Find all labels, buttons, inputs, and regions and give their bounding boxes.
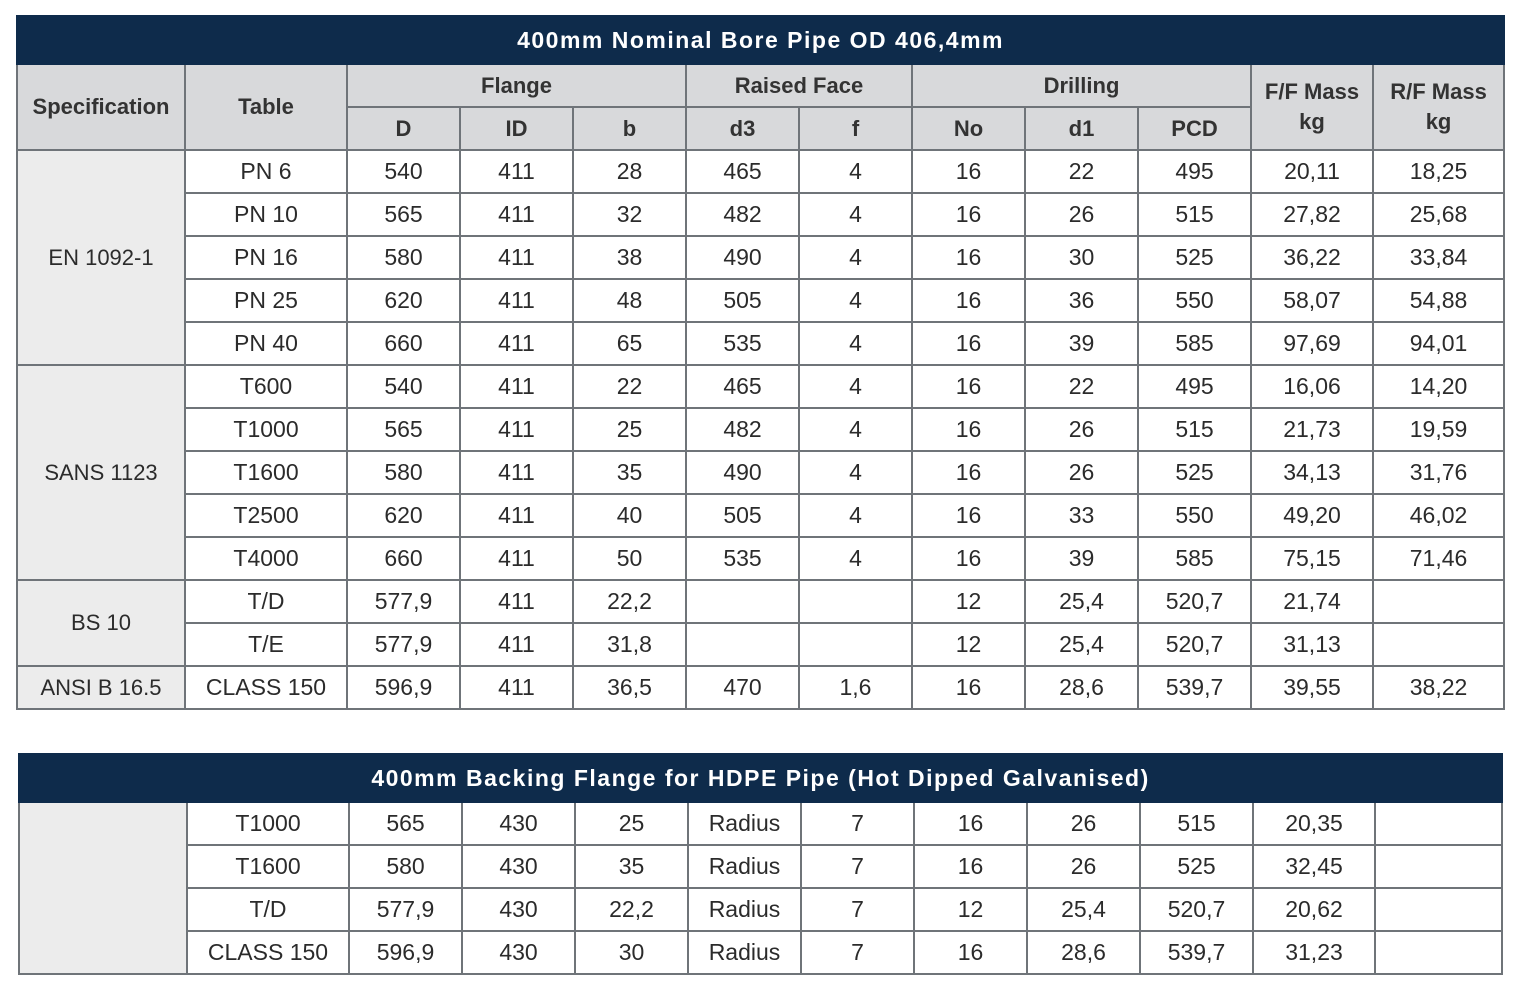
- value-cell: 75,15: [1251, 537, 1373, 580]
- value-cell: 22: [1025, 365, 1138, 408]
- value-cell: 580: [347, 451, 460, 494]
- table-class-cell: T1600: [187, 845, 349, 888]
- table-class-cell: PN 10: [185, 193, 347, 236]
- value-cell: 411: [460, 666, 573, 709]
- value-cell: 482: [686, 408, 799, 451]
- value-cell: 540: [347, 365, 460, 408]
- value-cell: 16: [914, 802, 1027, 845]
- value-cell: 36: [1025, 279, 1138, 322]
- value-cell: 430: [462, 931, 575, 974]
- value-cell: 539,7: [1140, 931, 1253, 974]
- value-cell: 26: [1025, 451, 1138, 494]
- value-cell: [799, 580, 912, 623]
- value-cell: 577,9: [349, 888, 462, 931]
- drilling-header: Drilling: [912, 64, 1251, 107]
- value-cell: 411: [460, 451, 573, 494]
- value-cell: 16: [912, 322, 1025, 365]
- value-cell: 97,69: [1251, 322, 1373, 365]
- value-cell: 411: [460, 623, 573, 666]
- value-cell: 565: [349, 802, 462, 845]
- table-class-cell: T4000: [185, 537, 347, 580]
- value-cell: [686, 623, 799, 666]
- value-cell: 16: [912, 494, 1025, 537]
- value-cell: 4: [799, 494, 912, 537]
- value-cell: 46,02: [1373, 494, 1504, 537]
- table-row: [17, 193, 1504, 236]
- value-cell: 525: [1140, 845, 1253, 888]
- value-cell: 4: [799, 279, 912, 322]
- col-header-pcd: PCD: [1138, 107, 1251, 150]
- value-cell: 515: [1140, 802, 1253, 845]
- value-cell: 465: [686, 365, 799, 408]
- value-cell: 490: [686, 451, 799, 494]
- value-cell: 411: [460, 365, 573, 408]
- value-cell: 520,7: [1140, 888, 1253, 931]
- specification-cell: EN 1092-1: [17, 150, 185, 365]
- flange-spec-table: [16, 15, 1505, 710]
- value-cell: 32: [573, 193, 686, 236]
- value-cell: 36,22: [1251, 236, 1373, 279]
- table-row: [17, 236, 1504, 279]
- value-cell: 31,76: [1373, 451, 1504, 494]
- value-cell: 25,4: [1025, 623, 1138, 666]
- value-cell: 16: [912, 451, 1025, 494]
- value-cell: 577,9: [347, 580, 460, 623]
- table-header: Table: [185, 64, 347, 150]
- value-cell: 660: [347, 537, 460, 580]
- rf-mass-header: [1373, 64, 1504, 150]
- value-cell: 49,20: [1251, 494, 1373, 537]
- value-cell: 25,68: [1373, 193, 1504, 236]
- value-cell: 20,62: [1253, 888, 1375, 931]
- table-row: [19, 931, 1502, 974]
- table-row: [17, 322, 1504, 365]
- value-cell: 482: [686, 193, 799, 236]
- rf-mass-label: R/F Mass: [1390, 79, 1487, 104]
- value-cell: 4: [799, 236, 912, 279]
- value-cell: [1375, 845, 1502, 888]
- value-cell: 16,06: [1251, 365, 1373, 408]
- value-cell: 16: [912, 279, 1025, 322]
- rf-mass-unit: kg: [1425, 109, 1452, 134]
- value-cell: 16: [912, 537, 1025, 580]
- value-cell: 25,4: [1027, 888, 1140, 931]
- col-header-d3: d3: [686, 107, 799, 150]
- value-cell: 550: [1138, 494, 1251, 537]
- value-cell: 535: [686, 537, 799, 580]
- value-cell: 65: [573, 322, 686, 365]
- value-cell: 28,6: [1027, 931, 1140, 974]
- value-cell: 50: [573, 537, 686, 580]
- value-cell: 411: [460, 408, 573, 451]
- value-cell: 22: [573, 365, 686, 408]
- value-cell: 39,55: [1251, 666, 1373, 709]
- table-class-cell: PN 40: [185, 322, 347, 365]
- value-cell: 4: [799, 365, 912, 408]
- table-row: [19, 802, 1502, 845]
- value-cell: 40: [573, 494, 686, 537]
- value-cell: 525: [1138, 451, 1251, 494]
- value-cell: 620: [347, 279, 460, 322]
- value-cell: 585: [1138, 322, 1251, 365]
- value-cell: 430: [462, 845, 575, 888]
- table-class-cell: PN 16: [185, 236, 347, 279]
- value-cell: 26: [1027, 845, 1140, 888]
- value-cell: 465: [686, 150, 799, 193]
- value-cell: 550: [1138, 279, 1251, 322]
- value-cell: 16: [914, 931, 1027, 974]
- value-cell: 12: [912, 623, 1025, 666]
- value-cell: 25,4: [1025, 580, 1138, 623]
- ff-mass-unit: kg: [1299, 109, 1325, 134]
- table-class-cell: T1000: [187, 802, 349, 845]
- value-cell: 7: [801, 802, 914, 845]
- value-cell: 14,20: [1373, 365, 1504, 408]
- table-class-cell: T600: [185, 365, 347, 408]
- value-cell: [1373, 580, 1504, 623]
- value-cell: 540: [347, 150, 460, 193]
- specification-cell: ANSI B 16.5: [17, 666, 185, 709]
- value-cell: 515: [1138, 193, 1251, 236]
- value-cell: 39: [1025, 537, 1138, 580]
- value-cell: 520,7: [1138, 623, 1251, 666]
- value-cell: 495: [1138, 365, 1251, 408]
- value-cell: 411: [460, 150, 573, 193]
- value-cell: 48: [573, 279, 686, 322]
- value-cell: 34,13: [1251, 451, 1373, 494]
- value-cell: [1375, 931, 1502, 974]
- value-cell: 27,82: [1251, 193, 1373, 236]
- table-row: [17, 623, 1504, 666]
- value-cell: 25: [575, 802, 688, 845]
- spec-table-body: [17, 150, 1504, 709]
- value-cell: [799, 623, 912, 666]
- value-cell: 33: [1025, 494, 1138, 537]
- specification-cell: [19, 802, 187, 974]
- value-cell: 16: [912, 150, 1025, 193]
- value-cell: Radius: [688, 802, 801, 845]
- value-cell: 565: [347, 408, 460, 451]
- value-cell: 22: [1025, 150, 1138, 193]
- value-cell: Radius: [688, 931, 801, 974]
- value-cell: 520,7: [1138, 580, 1251, 623]
- value-cell: 31,23: [1253, 931, 1375, 974]
- value-cell: 30: [1025, 236, 1138, 279]
- value-cell: 411: [460, 580, 573, 623]
- value-cell: 7: [801, 845, 914, 888]
- value-cell: 35: [575, 845, 688, 888]
- value-cell: 577,9: [347, 623, 460, 666]
- value-cell: 35: [573, 451, 686, 494]
- value-cell: 12: [914, 888, 1027, 931]
- table-class-cell: T/D: [185, 580, 347, 623]
- value-cell: 25: [573, 408, 686, 451]
- value-cell: 411: [460, 322, 573, 365]
- value-cell: 16: [914, 845, 1027, 888]
- value-cell: 12: [912, 580, 1025, 623]
- value-cell: 470: [686, 666, 799, 709]
- table-row: [17, 451, 1504, 494]
- value-cell: 4: [799, 537, 912, 580]
- value-cell: 505: [686, 279, 799, 322]
- value-cell: 4: [799, 451, 912, 494]
- value-cell: 22,2: [575, 888, 688, 931]
- value-cell: 33,84: [1373, 236, 1504, 279]
- value-cell: 4: [799, 193, 912, 236]
- raised-face-header: Raised Face: [686, 64, 912, 107]
- flange-header: Flange: [347, 64, 686, 107]
- table-row: [17, 150, 1504, 193]
- value-cell: 22,2: [573, 580, 686, 623]
- table-class-cell: CLASS 150: [185, 666, 347, 709]
- backing-table-body: [19, 802, 1502, 974]
- value-cell: 580: [347, 236, 460, 279]
- table-row: [17, 365, 1504, 408]
- value-cell: 16: [912, 193, 1025, 236]
- value-cell: 16: [912, 666, 1025, 709]
- value-cell: 430: [462, 802, 575, 845]
- value-cell: 38,22: [1373, 666, 1504, 709]
- value-cell: 71,46: [1373, 537, 1504, 580]
- value-cell: 411: [460, 537, 573, 580]
- value-cell: 430: [462, 888, 575, 931]
- value-cell: 4: [799, 150, 912, 193]
- value-cell: 411: [460, 193, 573, 236]
- table-row: [17, 580, 1504, 623]
- value-cell: 26: [1027, 802, 1140, 845]
- specification-cell: BS 10: [17, 580, 185, 666]
- value-cell: 19,59: [1373, 408, 1504, 451]
- table-row: [17, 494, 1504, 537]
- table-class-cell: T/D: [187, 888, 349, 931]
- value-cell: 38: [573, 236, 686, 279]
- value-cell: [1375, 802, 1502, 845]
- col-header-no: No: [912, 107, 1025, 150]
- backing-table-title: 400mm Backing Flange for HDPE Pipe (Hot Dipped Galvanised): [19, 754, 1502, 802]
- value-cell: 16: [912, 236, 1025, 279]
- table-class-cell: CLASS 150: [187, 931, 349, 974]
- col-header-b: b: [573, 107, 686, 150]
- value-cell: 505: [686, 494, 799, 537]
- table-class-cell: PN 6: [185, 150, 347, 193]
- value-cell: 411: [460, 279, 573, 322]
- value-cell: 26: [1025, 408, 1138, 451]
- value-cell: 535: [686, 322, 799, 365]
- col-header-id: ID: [460, 107, 573, 150]
- value-cell: 4: [799, 408, 912, 451]
- value-cell: 28: [573, 150, 686, 193]
- value-cell: 36,5: [573, 666, 686, 709]
- value-cell: 7: [801, 888, 914, 931]
- col-header-d: D: [347, 107, 460, 150]
- col-header-d1: d1: [1025, 107, 1138, 150]
- value-cell: 31,8: [573, 623, 686, 666]
- value-cell: 20,11: [1251, 150, 1373, 193]
- table-row: [19, 888, 1502, 931]
- value-cell: 565: [347, 193, 460, 236]
- value-cell: 7: [801, 931, 914, 974]
- value-cell: 31,13: [1251, 623, 1373, 666]
- table-title: 400mm Nominal Bore Pipe OD 406,4mm: [17, 16, 1504, 64]
- value-cell: 580: [349, 845, 462, 888]
- value-cell: 21,73: [1251, 408, 1373, 451]
- value-cell: 411: [460, 236, 573, 279]
- table-row: [17, 279, 1504, 322]
- value-cell: 539,7: [1138, 666, 1251, 709]
- value-cell: 32,45: [1253, 845, 1375, 888]
- table-row: [19, 845, 1502, 888]
- value-cell: [686, 580, 799, 623]
- value-cell: 26: [1025, 193, 1138, 236]
- backing-flange-table: [18, 753, 1503, 975]
- value-cell: 1,6: [799, 666, 912, 709]
- table-row: [17, 537, 1504, 580]
- specification-header: Specification: [17, 64, 185, 150]
- value-cell: 525: [1138, 236, 1251, 279]
- value-cell: 16: [912, 365, 1025, 408]
- value-cell: 585: [1138, 537, 1251, 580]
- table-class-cell: PN 25: [185, 279, 347, 322]
- value-cell: 20,35: [1253, 802, 1375, 845]
- value-cell: 21,74: [1251, 580, 1373, 623]
- value-cell: 54,88: [1373, 279, 1504, 322]
- table-class-cell: T1000: [185, 408, 347, 451]
- value-cell: 94,01: [1373, 322, 1504, 365]
- specification-cell: SANS 1123: [17, 365, 185, 580]
- value-cell: 596,9: [349, 931, 462, 974]
- value-cell: [1373, 623, 1504, 666]
- table-class-cell: T2500: [185, 494, 347, 537]
- value-cell: 490: [686, 236, 799, 279]
- value-cell: 28,6: [1025, 666, 1138, 709]
- value-cell: 411: [460, 494, 573, 537]
- value-cell: 18,25: [1373, 150, 1504, 193]
- table-row: [17, 666, 1504, 709]
- table-class-cell: T/E: [185, 623, 347, 666]
- value-cell: 495: [1138, 150, 1251, 193]
- value-cell: 620: [347, 494, 460, 537]
- value-cell: 16: [912, 408, 1025, 451]
- table-row: [17, 408, 1504, 451]
- value-cell: 660: [347, 322, 460, 365]
- value-cell: 515: [1138, 408, 1251, 451]
- value-cell: Radius: [688, 888, 801, 931]
- value-cell: Radius: [688, 845, 801, 888]
- value-cell: 39: [1025, 322, 1138, 365]
- ff-mass-label: F/F Mass: [1264, 79, 1360, 104]
- col-header-f: f: [799, 107, 912, 150]
- ff-mass-header: [1251, 64, 1373, 150]
- value-cell: [1375, 888, 1502, 931]
- value-cell: 30: [575, 931, 688, 974]
- value-cell: 58,07: [1251, 279, 1373, 322]
- table-class-cell: T1600: [185, 451, 347, 494]
- value-cell: 596,9: [347, 666, 460, 709]
- value-cell: 4: [799, 322, 912, 365]
